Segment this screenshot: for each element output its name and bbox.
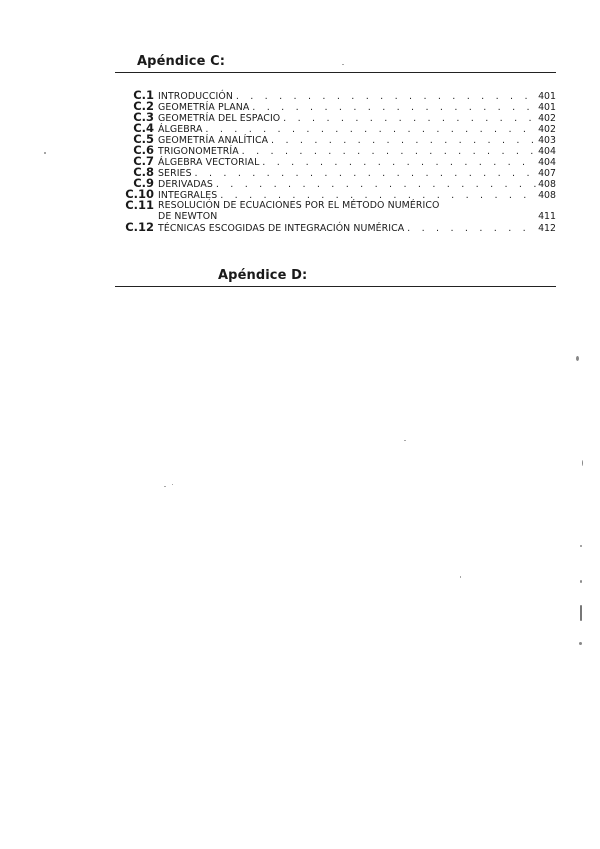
scan-speck: [580, 545, 582, 547]
dot-leader: [406, 223, 536, 234]
toc-entry-c7[interactable]: [112, 156, 556, 167]
toc-entry-c6[interactable]: [112, 145, 556, 156]
dot-leader: [261, 157, 536, 168]
toc-entry-page: 412: [538, 223, 556, 234]
toc-entry-number: C.10: [125, 187, 154, 201]
toc-entry-title: GEOMETRÍA ANALÍTICA: [158, 135, 269, 146]
toc-entry-page: 401: [538, 91, 556, 102]
toc-entry-number: C.7: [133, 154, 154, 168]
toc-entry-c11[interactable]: [112, 200, 556, 222]
toc-entry-title: SERIES: [158, 168, 192, 179]
scan-speck: [44, 152, 46, 154]
toc-entry-c12[interactable]: [112, 222, 556, 233]
toc-entry-number: C.8: [133, 165, 154, 179]
dot-leader: [270, 135, 536, 146]
scan-speck: [460, 576, 461, 578]
toc-entry-number: C.9: [133, 176, 154, 190]
dot-leader: [282, 113, 536, 124]
dot-leader: [241, 146, 536, 157]
appendix-c-rule: [115, 72, 556, 73]
dot-leader: [205, 124, 537, 135]
scan-speck: [172, 484, 173, 485]
toc-entry-title: RESOLUCIÓN DE ECUACIONES POR EL MÉTODO NUMÉRICO: [158, 200, 440, 211]
toc-entry-number: C.2: [133, 99, 154, 113]
table-of-contents: [112, 90, 556, 233]
toc-entry-c3[interactable]: [112, 112, 556, 123]
toc-entry-number: C.4: [133, 121, 154, 135]
toc-entry-number: C.1: [133, 88, 154, 102]
toc-entry-page: 402: [538, 113, 556, 124]
dot-leader: [215, 179, 536, 190]
toc-entry-title: INTEGRALES: [158, 190, 218, 201]
scan-speck: [404, 440, 406, 441]
toc-entry-c8[interactable]: [112, 167, 556, 178]
toc-entry-title: ÁLGEBRA VECTORIAL: [158, 157, 260, 168]
toc-entry-title: TRIGONOMETRÍA: [158, 146, 239, 157]
toc-entry-c5[interactable]: [112, 134, 556, 145]
toc-entry-number: C.3: [133, 110, 154, 124]
toc-entry-page: 408: [538, 190, 556, 201]
scan-speck: [164, 486, 166, 487]
toc-entry-title: GEOMETRÍA DEL ESPACIO: [158, 113, 281, 124]
toc-entry-c9[interactable]: [112, 178, 556, 189]
appendix-c-title: Apéndice C:: [137, 54, 226, 69]
toc-entry-c4[interactable]: [112, 123, 556, 134]
toc-entry-c2[interactable]: [112, 101, 556, 112]
toc-entry-title: TÉCNICAS ESCOGIDAS DE INTEGRACIÓN NUMÉRICA: [158, 223, 405, 234]
toc-entry-title: GEOMETRÍA PLANA: [158, 102, 250, 113]
scan-speck: [576, 356, 579, 361]
toc-entry-number: C.12: [125, 220, 154, 234]
toc-entry-page: 411: [538, 211, 556, 222]
toc-entry-number: C.11: [125, 198, 154, 212]
toc-entry-page: 401: [538, 102, 556, 113]
toc-entry-page: 407: [538, 168, 556, 179]
scan-speck: [579, 642, 582, 645]
toc-entry-number: C.5: [133, 132, 154, 146]
scan-speck: [342, 64, 344, 65]
dot-leader: [235, 91, 536, 102]
scan-speck: [580, 605, 582, 621]
scan-speck: [582, 460, 583, 466]
toc-entry-number: C.6: [133, 143, 154, 157]
dot-leader: [251, 102, 536, 113]
toc-entry-page: 403: [538, 135, 556, 146]
appendix-d-title: Apéndice D:: [218, 268, 308, 283]
dot-leader: [194, 168, 536, 179]
toc-entry-page: 402: [538, 124, 556, 135]
toc-entry-c10[interactable]: [112, 189, 556, 200]
appendix-d-rule: [115, 286, 556, 287]
toc-entry-c1[interactable]: [112, 90, 556, 101]
scan-speck: [580, 580, 582, 583]
toc-entry-title: DERIVADAS: [158, 179, 213, 190]
toc-entry-page: 408: [538, 179, 556, 190]
toc-entry-title: ÁLGEBRA: [158, 124, 203, 135]
toc-entry-page: 404: [538, 157, 556, 168]
toc-entry-page: 404: [538, 146, 556, 157]
toc-entry-title: INTRODUCCIÓN: [158, 91, 233, 102]
toc-entry-title-continued: DE NEWTON: [158, 211, 218, 222]
